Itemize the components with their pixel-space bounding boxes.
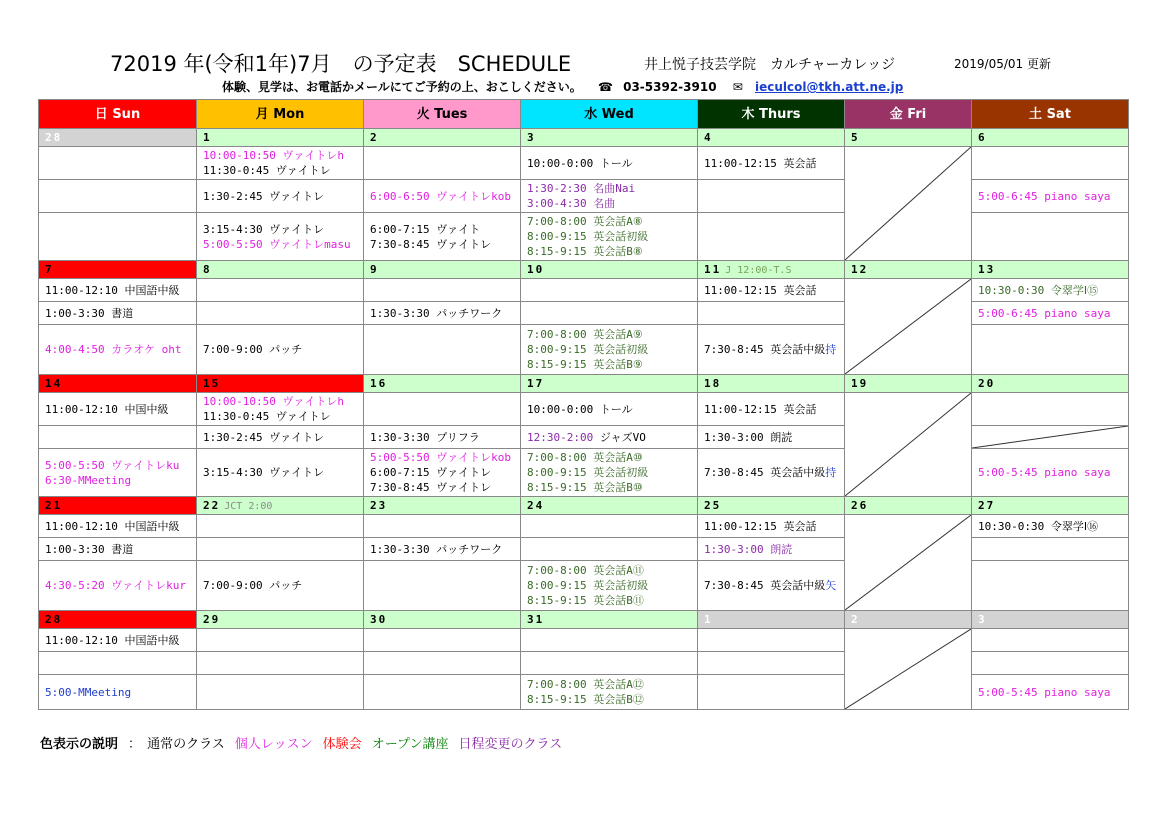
- schedule-cell: [698, 279, 845, 302]
- class-entry: 5:00-MMeeting: [45, 685, 132, 699]
- schedule-cell: [197, 147, 364, 180]
- schedule-cell: [698, 561, 845, 611]
- schedule-cell: [972, 279, 1129, 302]
- class-entry: 1:30-3:00 朗読: [704, 430, 793, 444]
- class-entry: 8:00-9:15 英会話初級: [527, 466, 649, 479]
- color-legend: [40, 733, 582, 752]
- date-cell: [845, 375, 972, 393]
- schedule-cell: [972, 675, 1129, 710]
- date-cell: [521, 611, 698, 629]
- class-entry: 8:15-9:15 英会話B⑧: [527, 245, 643, 258]
- schedule-cell: [364, 393, 521, 426]
- schedule-cell: [197, 515, 364, 538]
- schedule-cell: [364, 449, 521, 497]
- date-cell: [364, 375, 521, 393]
- date-row: [39, 129, 1129, 147]
- class-entry: 7:00-8:00 英会話A⑨: [527, 328, 643, 341]
- schedule-cell: [972, 449, 1129, 497]
- date-note: J 12:00-T.S: [725, 264, 792, 276]
- class-entry: 6:00-6:50 ヴァイトレkob: [370, 189, 511, 203]
- date-cell: [197, 375, 364, 393]
- class-entry: 3:00-4:30 名曲: [527, 197, 616, 210]
- date-cell: [521, 261, 698, 279]
- date-cell: [197, 261, 364, 279]
- slot-row: [39, 279, 1129, 302]
- legend-item: 個人レッスン: [234, 737, 313, 752]
- schedule-cell: [698, 213, 845, 261]
- class-entry: 7:00-8:00 英会話A⑪: [527, 564, 644, 577]
- weekday-header-row: [39, 100, 1129, 129]
- schedule-cell: [972, 538, 1129, 561]
- schedule-cell: [197, 675, 364, 710]
- class-entry: 10:00-10:50 ヴァイトレh: [203, 149, 344, 162]
- class-entry: 8:00-9:15 英会話初級: [527, 343, 649, 356]
- weekday-header-0: 日 Sun: [39, 100, 197, 129]
- date-number: 3: [978, 613, 987, 626]
- schedule-cell: [39, 279, 197, 302]
- class-entry: 8:15-9:15 英会話B⑫: [527, 693, 644, 706]
- date-cell: [521, 497, 698, 515]
- schedule-cell: [39, 449, 197, 497]
- class-entry: 7:00-9:00 パッチ: [203, 343, 303, 356]
- schedule-cell: [197, 393, 364, 426]
- date-number: 13: [978, 263, 996, 276]
- class-entry: 1:30-3:30 プリフラ: [370, 430, 480, 444]
- date-number: 28: [45, 131, 63, 144]
- date-number: 19: [851, 377, 869, 390]
- weekday-header-3: 水 Wed: [521, 100, 698, 129]
- class-entry: 1:30-3:00 朗読: [704, 542, 793, 556]
- email-link[interactable]: ieculcol@tkh.att.ne.jp: [755, 80, 904, 94]
- date-cell: [698, 497, 845, 515]
- schedule-cell: [364, 213, 521, 261]
- date-cell: [364, 611, 521, 629]
- date-number: 6: [978, 131, 987, 144]
- title-bar: [0, 46, 1169, 76]
- schedule-cell: [39, 652, 197, 675]
- class-entry: 5:00-6:45 piano saya: [978, 306, 1111, 320]
- schedule-cell: [197, 629, 364, 652]
- class-entry: 11:00-12:15 英会話: [704, 283, 817, 297]
- closed-diagonal: [845, 629, 971, 709]
- friday-closed-cell: [845, 393, 972, 497]
- legend-separator: ：: [128, 737, 142, 752]
- class-entry: 8:15-9:15 英会話B⑪: [527, 594, 644, 607]
- slot-row: [39, 393, 1129, 426]
- class-entry: 3:15-4:30 ヴァイトレ: [203, 222, 325, 236]
- schedule-cell: [197, 561, 364, 611]
- schedule-cell: [197, 652, 364, 675]
- date-cell: [972, 375, 1129, 393]
- class-entry: 4:30-5:20 ヴァイトレkur: [45, 579, 186, 592]
- friday-closed-cell: [845, 279, 972, 375]
- class-entry: 7:30-8:45 英会話中級持: [704, 466, 837, 479]
- schedule-cell: [972, 629, 1129, 652]
- schedule-cell: [39, 147, 197, 180]
- schedule-cell: [39, 393, 197, 426]
- schedule-cell: [364, 302, 521, 325]
- schedule-cell: [39, 213, 197, 261]
- schedule-cell: [972, 213, 1129, 261]
- date-number: 8: [203, 263, 212, 276]
- closed-diagonal: [845, 279, 971, 374]
- class-entry: 11:00-12:15 英会話: [704, 519, 817, 533]
- friday-closed-cell: [845, 515, 972, 611]
- class-entry: 11:30-0:45 ヴァイトレ: [203, 410, 331, 423]
- date-number: 16: [370, 377, 388, 390]
- schedule-cell: [39, 515, 197, 538]
- weekday-header-2: 火 Tues: [364, 100, 521, 129]
- class-entry: 7:30-8:45 ヴァイトレ: [370, 481, 492, 494]
- date-number: 30: [370, 613, 388, 626]
- date-cell: [698, 375, 845, 393]
- date-cell: [39, 375, 197, 393]
- schedule-cell: [521, 515, 698, 538]
- schedule-cell: [39, 426, 197, 449]
- class-entry: 5:00-5:50 ヴァイトレku: [45, 458, 180, 472]
- schedule-cell: [972, 147, 1129, 180]
- schedule-cell: [972, 561, 1129, 611]
- schedule-cell: [197, 426, 364, 449]
- date-number: 10: [527, 263, 545, 276]
- date-cell: [197, 497, 364, 515]
- date-cell: [364, 129, 521, 147]
- schedule-cell: [698, 147, 845, 180]
- class-entry: 11:00-12:15 英会話: [704, 402, 817, 416]
- class-entry: 7:30-8:45 英会話中級矢: [704, 579, 837, 592]
- class-entry: 5:00-6:45 piano saya: [978, 189, 1111, 203]
- schedule-cell: [364, 652, 521, 675]
- schedule-cell: [521, 675, 698, 710]
- legend-item: 日程変更のクラス: [458, 737, 563, 752]
- schedule-cell: [197, 325, 364, 375]
- schedule-cell: [698, 302, 845, 325]
- class-entry: 6:30-MMeeting: [45, 473, 132, 487]
- schedule-cell: [972, 515, 1129, 538]
- updated-date: 2019/05/01 更新: [954, 57, 1051, 71]
- class-entry: 5:00-5:50 ヴァイトレmasu: [203, 237, 351, 251]
- date-number: 7: [45, 263, 54, 276]
- schedule-cell: [197, 180, 364, 213]
- class-entry: 1:30-3:30 パッチワーク: [370, 306, 503, 320]
- date-number: 27: [978, 499, 996, 512]
- reservation-note: 体験、見学は、お電話かメールにてご予約の上、おこしください。: [222, 80, 582, 94]
- date-number: 20: [978, 377, 996, 390]
- friday-closed-cell: [845, 147, 972, 261]
- schedule-cell: [197, 449, 364, 497]
- weekday-header-6: 土 Sat: [972, 100, 1129, 129]
- schedule-cell: [972, 393, 1129, 426]
- schedule-cell: [521, 180, 698, 213]
- class-entry: 8:00-9:15 英会話初級: [527, 230, 649, 243]
- page-title: 72019 年(令和1年)7月 の予定表 SCHEDULE: [110, 52, 572, 76]
- date-row: [39, 611, 1129, 629]
- schedule-cell: [39, 675, 197, 710]
- date-number: 4: [704, 131, 713, 144]
- mail-icon: ✉: [732, 80, 743, 94]
- date-number: 2: [851, 613, 860, 626]
- date-cell: [972, 261, 1129, 279]
- date-number: 28: [45, 613, 63, 626]
- slot-row: [39, 147, 1129, 180]
- date-row: [39, 261, 1129, 279]
- legend-heading: 色表示の説明: [40, 737, 119, 752]
- date-number: 21: [45, 499, 63, 512]
- class-entry: 5:00-5:45 piano saya: [978, 466, 1111, 479]
- date-number: 9: [370, 263, 379, 276]
- schedule-cell: [39, 302, 197, 325]
- class-entry: 1:30-3:30 パッチワーク: [370, 542, 503, 556]
- schedule-cell: [521, 213, 698, 261]
- class-entry: 5:00-5:50 ヴァイトレkob: [370, 451, 511, 464]
- schedule-cell: [364, 180, 521, 213]
- schedule-cell: [197, 302, 364, 325]
- schedule-cell: [364, 675, 521, 710]
- date-cell: [845, 611, 972, 629]
- date-number: 11: [704, 262, 722, 276]
- schedule-cell: [521, 279, 698, 302]
- class-entry: 6:00-7:15 ヴァイトレ: [370, 466, 492, 479]
- class-entry: 11:30-0:45 ヴァイトレ: [203, 164, 331, 177]
- schedule-cell: [521, 302, 698, 325]
- date-number: 26: [851, 499, 869, 512]
- closed-diagonal: [845, 393, 971, 496]
- class-entry: 4:00-4:50 カラオケ oht: [45, 343, 182, 356]
- date-cell: [197, 129, 364, 147]
- schedule-cell: [972, 180, 1129, 213]
- schedule-cell: [521, 561, 698, 611]
- class-entry: 10:30-0:30 令翠学Ⅰ⑮: [978, 283, 1099, 297]
- closed-diagonal: [845, 515, 971, 610]
- class-entry: 7:00-8:00 英会話A⑫: [527, 678, 644, 691]
- weekday-header-5: 金 Fri: [845, 100, 972, 129]
- class-entry: 10:00-10:50 ヴァイトレh: [203, 395, 344, 408]
- class-entry: 1:30-2:30 名曲Nai: [527, 182, 636, 195]
- date-cell: [698, 611, 845, 629]
- date-number: 1: [203, 131, 212, 144]
- date-cell: [364, 497, 521, 515]
- date-number: 1: [704, 613, 713, 626]
- schedule-cell: [364, 147, 521, 180]
- legend-item: オープン講座: [371, 737, 449, 752]
- date-number: 12: [851, 263, 869, 276]
- schedule-cell: [698, 515, 845, 538]
- date-cell: [521, 129, 698, 147]
- schedule-cell: [521, 538, 698, 561]
- schedule-cell: [698, 629, 845, 652]
- class-entry: 11:00-12:15 英会話: [704, 156, 817, 170]
- class-entry: 1:00-3:30 書道: [45, 306, 134, 320]
- schedule-cell: [197, 279, 364, 302]
- date-row: [39, 497, 1129, 515]
- date-number: 17: [527, 377, 545, 390]
- date-cell: [972, 129, 1129, 147]
- schedule-cell: [972, 302, 1129, 325]
- schedule-cell: [364, 515, 521, 538]
- schedule-cell: [364, 629, 521, 652]
- date-cell: [197, 611, 364, 629]
- class-entry: 7:30-8:45 英会話中級持: [704, 343, 837, 356]
- schedule-cell: [521, 426, 698, 449]
- date-number: 2: [370, 131, 379, 144]
- date-cell: [972, 611, 1129, 629]
- legend-item: 通常のクラス: [147, 737, 225, 752]
- slot-row: [39, 515, 1129, 538]
- schedule-cell: [698, 538, 845, 561]
- schedule-cell: [698, 652, 845, 675]
- class-entry: 8:15-9:15 英会話B⑩: [527, 481, 643, 494]
- date-number: 14: [45, 377, 63, 390]
- class-entry: 11:00-12:10 中国語中級: [45, 633, 180, 647]
- schedule-cell: [39, 538, 197, 561]
- schedule-cell: [39, 180, 197, 213]
- schedule-cell: [364, 279, 521, 302]
- class-entry: 3:15-4:30 ヴァイトレ: [203, 466, 325, 479]
- date-cell: [39, 261, 197, 279]
- date-number: 3: [527, 131, 536, 144]
- schedule-cell: [39, 629, 197, 652]
- schedule-cell: [39, 561, 197, 611]
- slot-row: [39, 629, 1129, 652]
- weekday-header-4: 木 Thurs: [698, 100, 845, 129]
- class-entry: 12:30-2:00 ジャズVO: [527, 430, 646, 444]
- date-number: 24: [527, 499, 545, 512]
- date-cell: [39, 129, 197, 147]
- schedule-cell: [521, 147, 698, 180]
- date-cell: [845, 497, 972, 515]
- class-entry: 11:00-12:10 中国語中級: [45, 519, 180, 533]
- class-entry: 1:00-3:30 書道: [45, 542, 134, 556]
- date-cell: [698, 261, 845, 279]
- calendar-body: [39, 129, 1129, 710]
- class-entry: 10:00-0:00 トール: [527, 402, 633, 416]
- date-number: 23: [370, 499, 388, 512]
- date-cell: [845, 129, 972, 147]
- schedule-cell: [39, 325, 197, 375]
- schedule-cell: [972, 652, 1129, 675]
- class-entry: 10:30-0:30 令翠学Ⅰ⑯: [978, 519, 1099, 533]
- date-note: JCT 2:00: [224, 500, 273, 512]
- date-cell: [364, 261, 521, 279]
- schedule-cell: [364, 325, 521, 375]
- date-number: 5: [851, 131, 860, 144]
- schedule-cell: [698, 325, 845, 375]
- friday-closed-cell: [845, 629, 972, 710]
- date-number: 15: [203, 377, 221, 390]
- date-cell: [972, 497, 1129, 515]
- schedule-cell: [364, 561, 521, 611]
- schedule-cell: [972, 325, 1129, 375]
- schedule-cell: [197, 538, 364, 561]
- class-entry: 7:00-8:00 英会話A⑩: [527, 451, 643, 464]
- schedule-cell: [698, 393, 845, 426]
- closed-diagonal: [845, 147, 971, 260]
- schedule-cell: [698, 180, 845, 213]
- weekday-header-1: 月 Mon: [197, 100, 364, 129]
- schedule-cell: [521, 325, 698, 375]
- date-cell: [521, 375, 698, 393]
- class-entry: 11:00-12:10 中国語中級: [45, 283, 180, 297]
- class-entry: 7:30-8:45 ヴァイトレ: [370, 237, 492, 251]
- phone-number[interactable]: 03-5392-3910: [623, 80, 717, 94]
- school-name: 井上悦子技芸学院 カルチャーカレッジ: [644, 57, 896, 73]
- class-entry: 10:00-0:00 トール: [527, 156, 633, 170]
- schedule-cell: [364, 426, 521, 449]
- schedule-cell: [698, 449, 845, 497]
- class-entry: 7:00-9:00 パッチ: [203, 579, 303, 592]
- schedule-cell: [197, 213, 364, 261]
- schedule-cell: [521, 449, 698, 497]
- date-row: [39, 375, 1129, 393]
- class-entry: 1:30-2:45 ヴァイトレ: [203, 189, 325, 203]
- date-number: 22: [203, 498, 221, 512]
- date-cell: [39, 497, 197, 515]
- class-entry: 1:30-2:45 ヴァイトレ: [203, 430, 325, 444]
- class-entry: 5:00-5:45 piano saya: [978, 685, 1111, 699]
- class-entry: 8:15-9:15 英会話B⑨: [527, 358, 643, 371]
- schedule-cell: [521, 652, 698, 675]
- date-number: 25: [704, 499, 722, 512]
- class-entry: 7:00-8:00 英会話A⑧: [527, 215, 643, 228]
- date-number: 31: [527, 613, 545, 626]
- schedule-cell: [698, 426, 845, 449]
- schedule-calendar: [38, 99, 1129, 710]
- date-cell: [698, 129, 845, 147]
- date-number: 29: [203, 613, 221, 626]
- class-entry: 8:00-9:15 英会話初級: [527, 579, 649, 592]
- slash-mark: [972, 426, 1128, 448]
- date-cell: [39, 611, 197, 629]
- schedule-cell: [698, 675, 845, 710]
- schedule-cell: [364, 538, 521, 561]
- phone-icon: ☎: [597, 80, 613, 94]
- date-cell: [845, 261, 972, 279]
- class-entry: 11:00-12:10 中国中級: [45, 402, 169, 416]
- schedule-cell: [521, 393, 698, 426]
- legend-items: [147, 737, 572, 752]
- schedule-cell: [521, 629, 698, 652]
- legend-item: 体験会: [322, 737, 362, 752]
- subtitle: [222, 78, 903, 95]
- schedule-cell: [972, 426, 1129, 449]
- class-entry: 6:00-7:15 ヴァイト: [370, 222, 481, 236]
- date-number: 18: [704, 377, 722, 390]
